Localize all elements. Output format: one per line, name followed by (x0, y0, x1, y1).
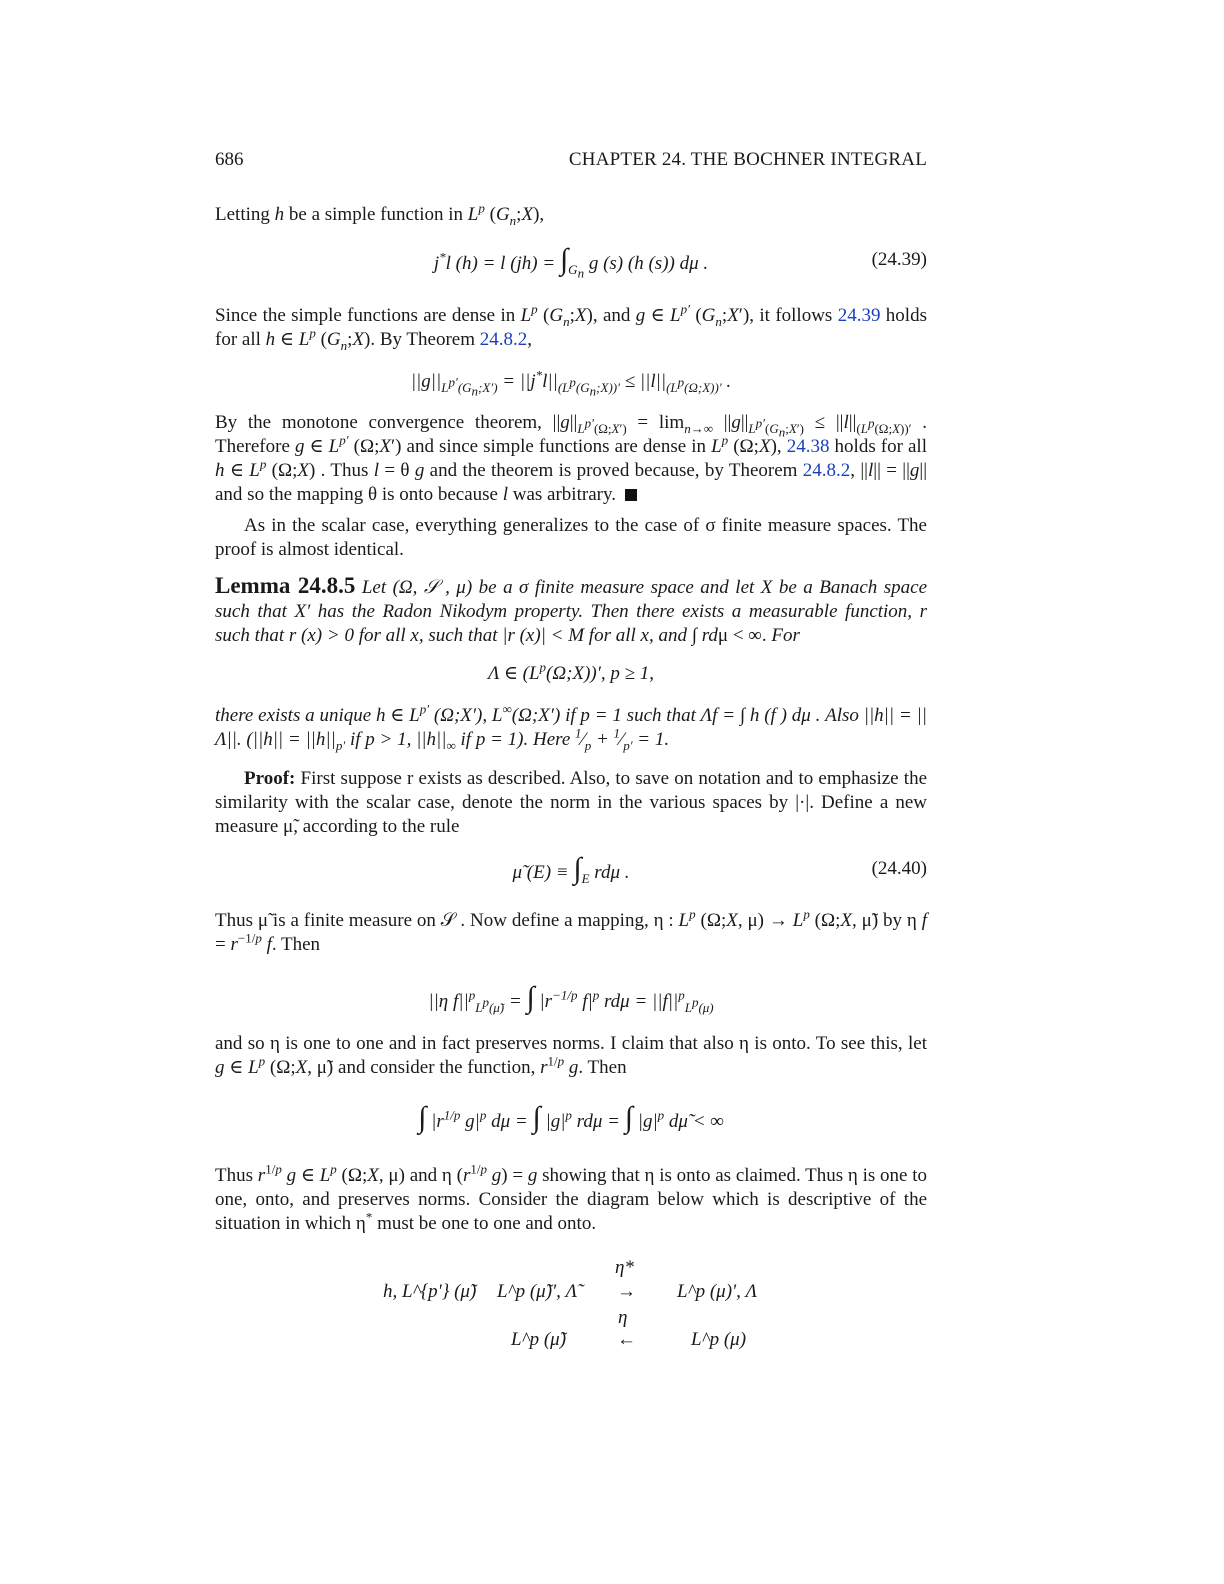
theorem-link[interactable]: 24.8.2 (479, 329, 528, 350)
right-arrow-icon: → (617, 1281, 636, 1302)
proof-label: Proof: (244, 768, 296, 789)
equation-norm-bound: $||g||_{L^{p'}(G_n;X')} = ||j^*l||_{(L^p(G_n;X))'} \le ||l||_{(L^p(\Omega;X))'}$ . (410, 367, 732, 399)
lemma-title: Lemma 24.8.5 (215, 573, 356, 598)
equation-number: (24.40) (871, 858, 927, 879)
paragraph-sigma-finite: As in the scalar case, everything generalizes to the case of σ finite measure spaces. The proof is almost identical. (215, 515, 927, 560)
page (215, 0, 927, 1584)
paragraph-monotone: By the monotone convergence theorem, $||g||_{L^{p'}(\Omega;X')} = \lim_{n\to\infty} ||g||_{L^{p'}(G_n;X')} \le ||l||_{(L^p(\Omega;X))'}$ . Therefore g ∈ $L^{p'}$ (Ω;X′) and since simple functions are dense in $L^p$ (Ω;X), 24.38 holds for all h ∈ $L^p$ (Ω;X) . Thus l = θ g and the theorem is proved because, by Theorem 24.8.2, ||l|| = ||g|| and so the mapping θ is onto because l was arbitrary. (215, 412, 928, 505)
paragraph-one-to-one: and so η is one to one and in fact preserves norms. I claim that also η is onto. To see this, let g ∈ $L^p$ (Ω;X, μ̃) and consider the function, $r^{1/p}$ g. Then (215, 1033, 927, 1078)
proof-text: First suppose r exists as described. Also, to save on notation and to emphasize the similarity with the scalar case, denote the norm in the various spaces by |·|. Define a new measure μ̃, according to the rule (215, 768, 927, 837)
diagram-top-arrow-label: η* (615, 1257, 634, 1278)
lemma-statement: Lemma 24.8.5 Let (Ω, 𝒮 , μ) be a σ finite measure space and let X be a Banach space such that X′ has the Radon Nikodym property. Then there exists a measurable function, r such that r (x) > 0 for all x, such that |r (x)| < M for all x, and ∫ rdμ < ∞. For (215, 573, 928, 646)
chapter-title: CHAPTER 24. THE BOCHNER INTEGRAL (568, 149, 927, 170)
page-number: 686 (215, 149, 244, 170)
proof-paragraph (215, 767, 927, 839)
paragraph-dense: Since the simple functions are dense in $L^p$ $(G_n;X)$, and g ∈ $L^{p'}$ $(G_n;X')$, it follows 24.39 holds for all h ∈ $L^p$ $(G_n;X)$. By Theorem 24.8.2, (215, 301, 927, 353)
paragraph-onto: Thus $r^{1/p}$ g ∈ $L^p$ (Ω;X, μ) and η ($r^{1/p}$ g) = g showing that η is onto as claimed. Thus η is one to one, onto, and preserves norms. Consider the diagram below which is descriptive of the situation in which η* must be one to one and onto. (215, 1161, 928, 1234)
equation-link[interactable]: 24.38 (786, 436, 830, 457)
diagram-top-left: h, L^{p'} (μ̃) (383, 1281, 477, 1302)
paragraph-intro: Letting h be a simple function in $L^p$ $(G_n;X)$, (215, 200, 545, 228)
left-arrow-icon: ← (617, 1329, 636, 1350)
equation-24-40: μ̃ $(E) \equiv \int_E$ rdμ . (24.40) (512, 852, 927, 886)
equation-integral-chain: ∫ $|r^{1/p}$ $g|^p$ dμ = ∫ $|g|^p$ rdμ = ∫ $|g|^p$ dμ̃ < ∞ (418, 1101, 724, 1134)
paragraph-define-eta: Thus μ̃ is a finite measure on 𝒮 . Now define a mapping, η : $L^p$ (Ω;X, $\mu) \to L^p$ (Ω;X, μ̃) by η $f = r^{-1/p}$ f. Then (215, 906, 928, 955)
equation-number: (24.39) (871, 249, 927, 270)
lemma-conclusion: there exists a unique h ∈ $L^{p'}$ (Ω;X′), L∞(Ω;X′) if p = 1 such that Λf = ∫ h (f ) dμ . Also ||h|| = ||Λ||. ($||h|| = ||h||_{p'}$ if p > 1, $||h||_\infty$ if p = 1). Here $^1⁄_p$ + $^1⁄_{p'} = 1$. (215, 701, 927, 753)
equation-24-39: j*l (h) = l $(jh) = \int_{G_n}$ g (s) (h (s)) dμ . (24.39) (433, 243, 927, 281)
equation-eta-norm: ||η $f||^p_{L^p(\mũ)}$ = ∫ $|r^{-1/p}$ $f|^p$ $rd\mu = ||f||^p_{L^p(\mu)}$ (428, 981, 714, 1015)
lemma-display: Λ ∈ $(L^p(\Omega;X))'$, p ≥ 1, (487, 659, 655, 684)
diagram-top-middle: L^p (μ̃)', Λ̃ (497, 1281, 578, 1302)
diagram-top-right: L^p (μ)', Λ (677, 1281, 758, 1302)
diagram-bottom-right: L^p (μ) (691, 1329, 747, 1350)
diagram-bottom-arrow-label: η (618, 1307, 628, 1328)
theorem-link[interactable]: 24.8.2 (802, 460, 851, 481)
equation-link[interactable]: 24.39 (837, 305, 881, 326)
qed-icon (625, 489, 637, 501)
diagram-bottom-middle: L^p (μ̃) (511, 1329, 567, 1350)
